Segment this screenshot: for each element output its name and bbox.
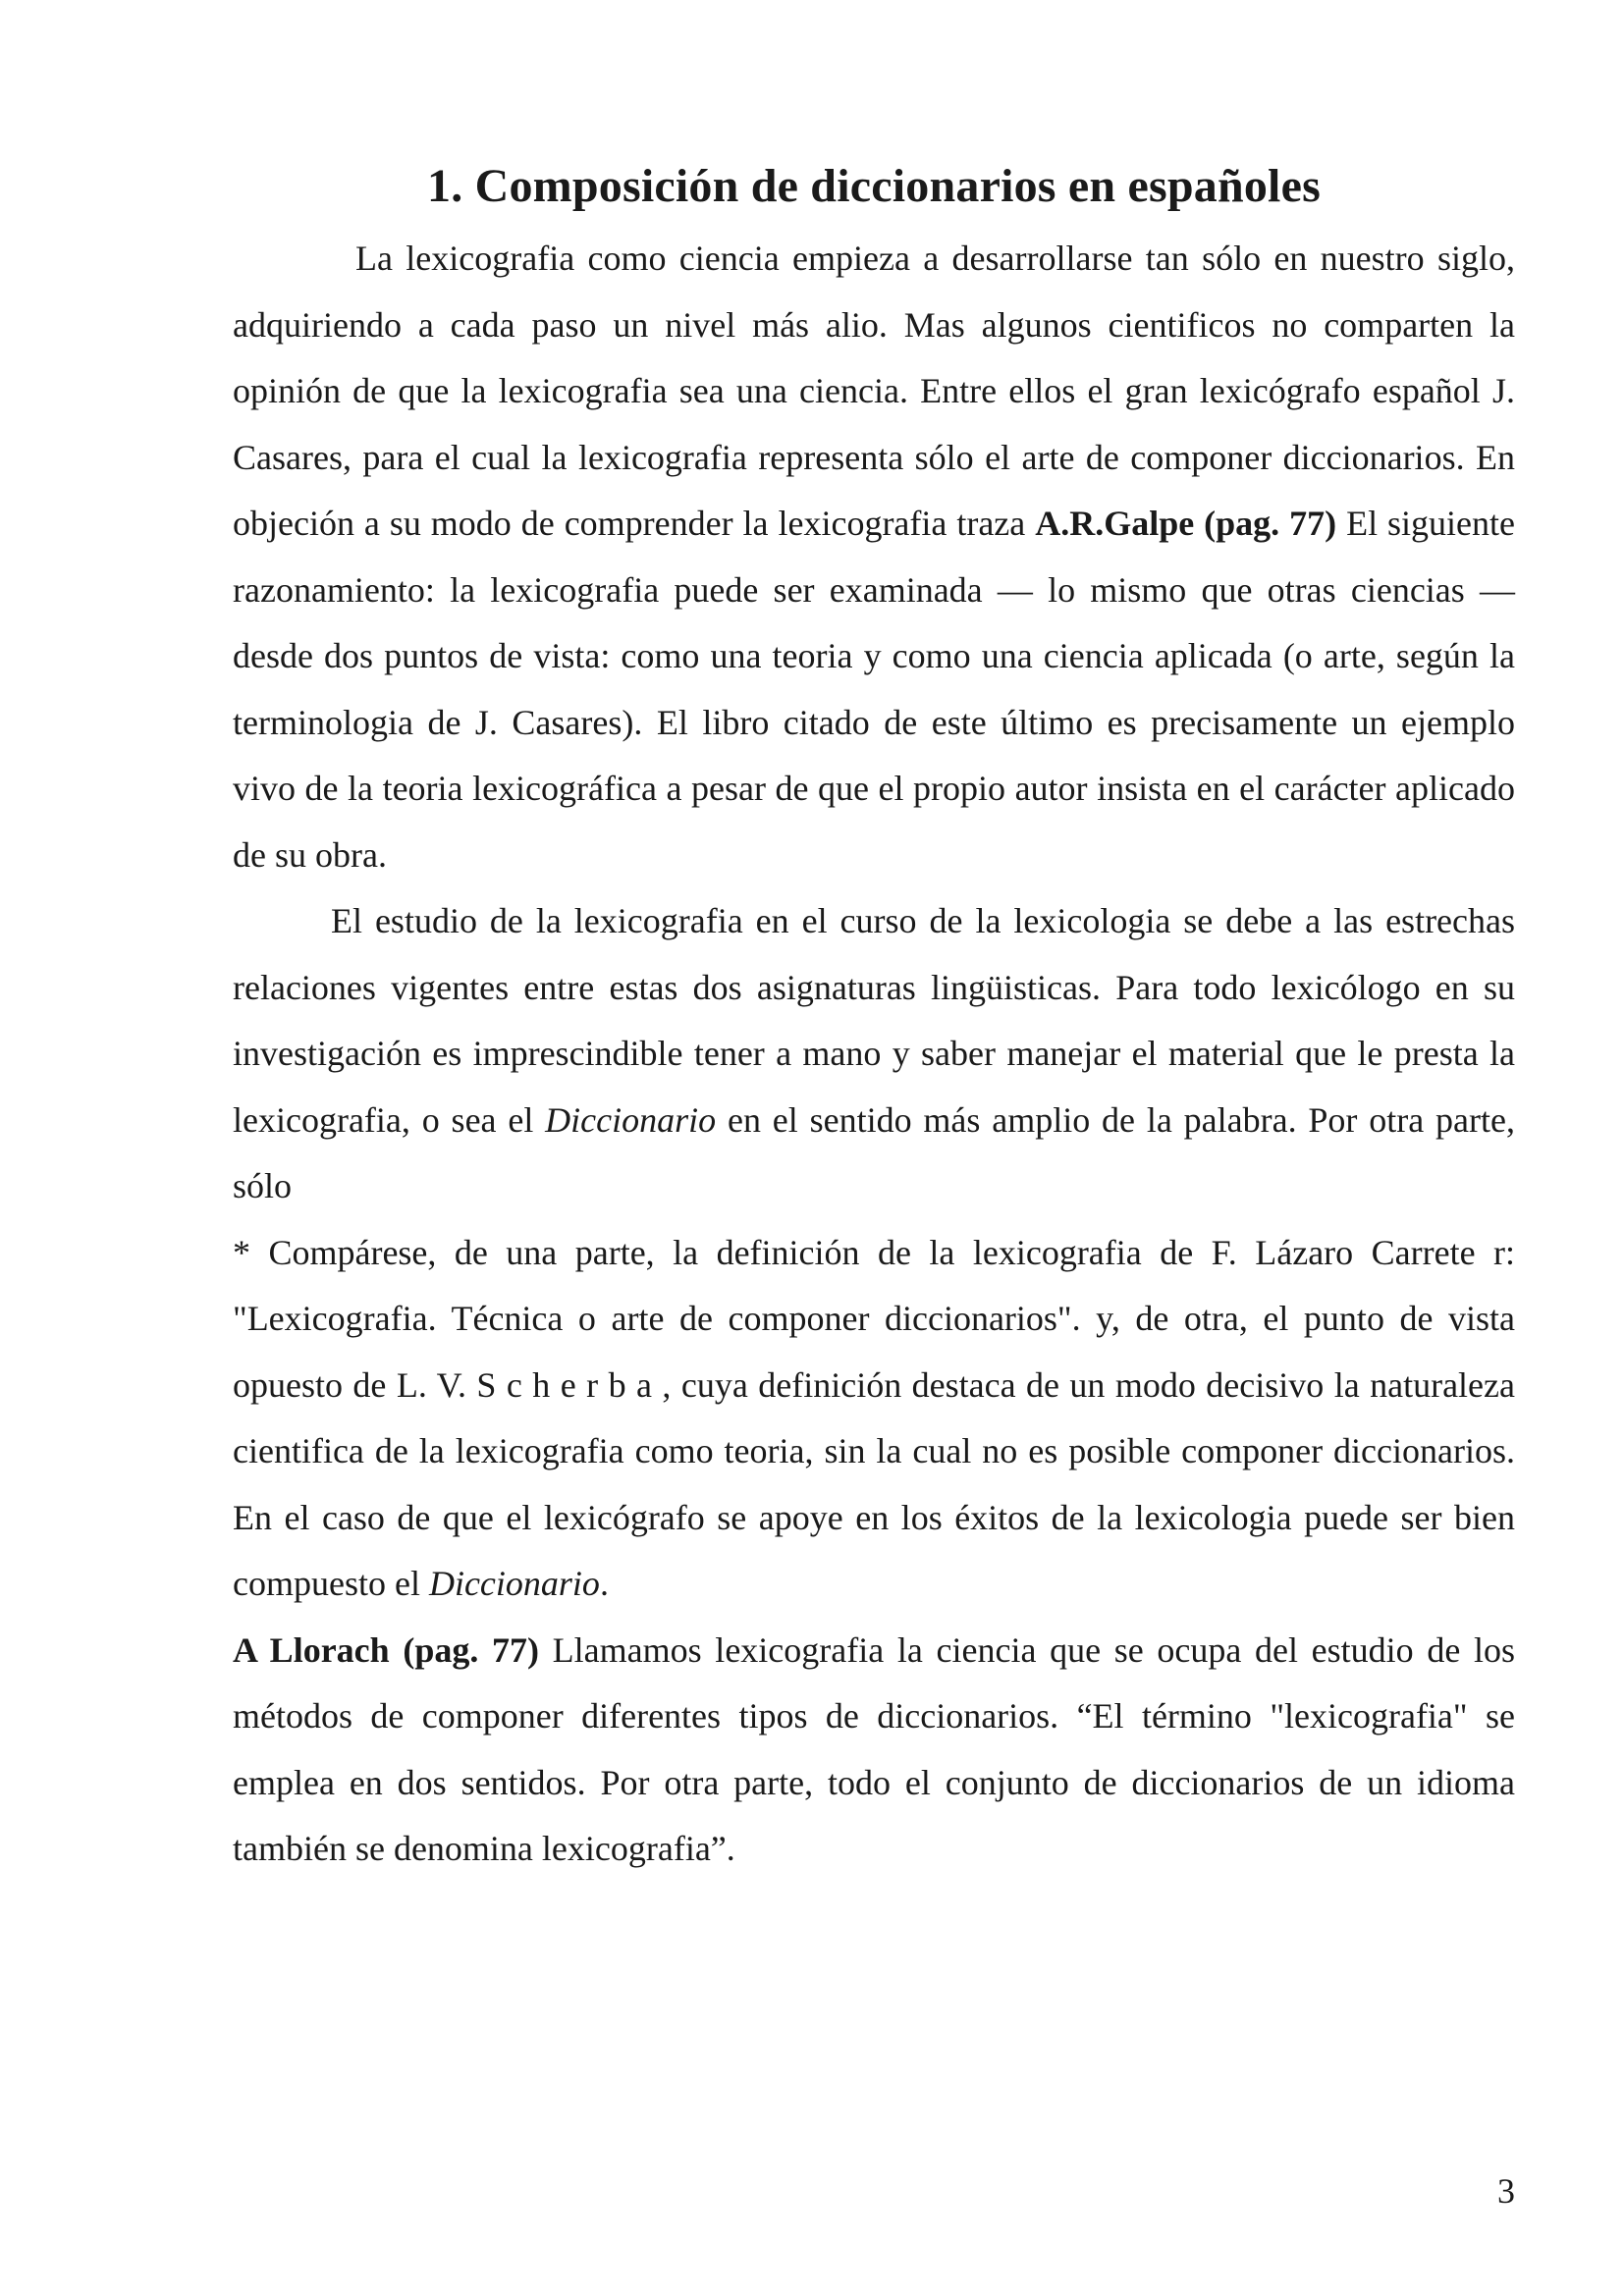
document-page: [233, 147, 1515, 1883]
term-diccionario: Diccionario: [545, 1099, 717, 1140]
paragraph-2-text-b: en el sentido más amplio de la palabra. Por otra parte, sólo: [233, 1099, 1515, 1205]
page-number: 3: [1497, 2171, 1515, 2211]
term-diccionario-2: Diccionario: [428, 1564, 600, 1603]
document-title: 1. Composición de diccionarios en españoles: [427, 160, 1321, 212]
footnote-text-a: * Compárese, de una parte, la definición de la lexicografia de F. Lázaro Carrete r: "Lexicografia. Técnica o arte de componer diccionarios". y, de otra, el punto de vista opuesto de L. V. S c h e r b a , cuya definición destaca de un modo decisivo la naturaleza cientifica de la lexicografia como teoria, sin la cual no es posible componer diccionarios. En el caso de que el lexicógrafo se apoye en los éxitos de la lexicologia puede ser bien compuesto el: [233, 1232, 1515, 1603]
paragraph-1: [233, 226, 1515, 888]
footnote-text-b: .: [599, 1564, 609, 1603]
paragraph-4-text: Llamamos lexicografia la ciencia que se ocupa del estudio de los métodos de componer diferentes tipos de diccionarios. “El término "lexicografia" se emplea en dos sentidos. Por otra parte, todo el conjunto de diccionarios de un idioma también se denomina lexicografia”.: [233, 1629, 1515, 1868]
paragraph-4: [233, 1618, 1515, 1883]
paragraph-1-text-a: La lexicografia como ciencia empieza a desarrollarse tan sólo en nuestro siglo, adquiriendo a cada paso un nivel más alio. Mas algunos cientificos no comparten la opinión de que la lexicografia sea una ciencia. Entre ellos el gran lexicógrafo español J. Casares, para el cual la lexicografia representa sólo el arte de componer diccionarios. En objeción a su modo de comprender la lexicografia traza: [233, 239, 1515, 543]
paragraph-2: [233, 888, 1515, 1220]
citation-galpe: A.R.Galpe (pag. 77): [1035, 504, 1337, 543]
paragraph-2-text-a: El estudio de la lexicografia en el curso de la lexicologia se debe a las estrechas relaciones vigentes entre estas dos asignaturas lingüisticas. Para todo lexicólogo en su investigación es imprescindible tener a mano y saber manejar el material que le presta la lexicografia, o sea el: [233, 901, 1515, 1140]
paragraph-1-text-b: El siguiente razonamiento: la lexicografia puede ser examinada — lo mismo que otras ciencias — desde dos puntos de vista: como una teoria y como una ciencia aplicada (o arte, según la terminologia de J. Casares). El libro citado de este último es precisamente un ejemplo vivo de la teoria lexicográfica a pesar de que el propio autor insista en el carácter aplicado de su obra.: [233, 504, 1515, 875]
citation-llorach: A Llorach (pag. 77): [233, 1629, 540, 1670]
footnote-paragraph: [233, 1220, 1515, 1618]
